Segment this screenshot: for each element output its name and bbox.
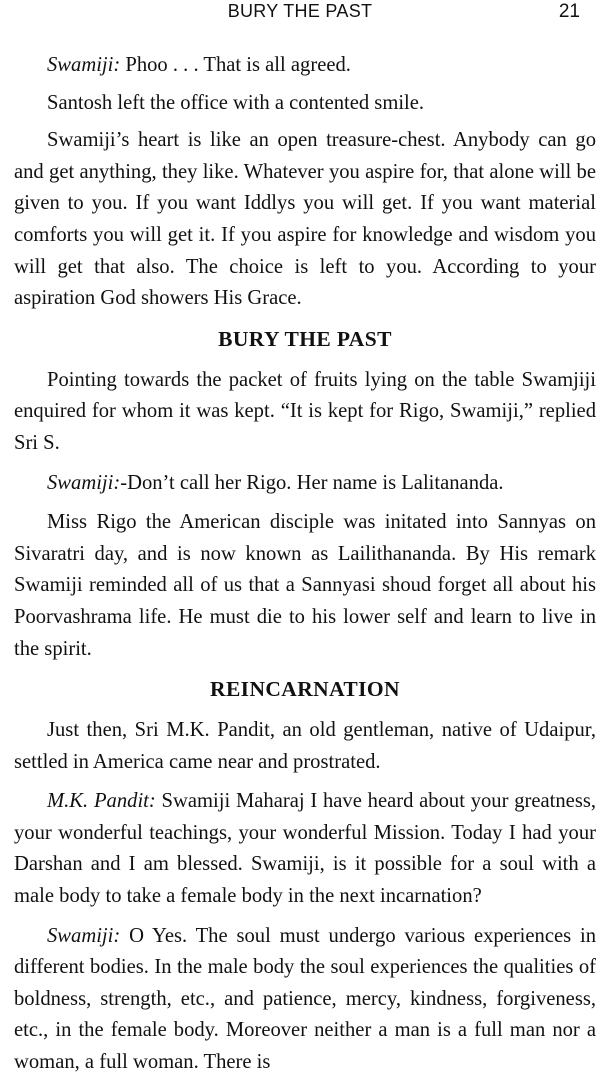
speaker-label: Swamiji: [47, 471, 121, 494]
paragraph-9 [14, 921, 596, 1079]
paragraph-text: Phoo . . . That is all agreed. [120, 54, 351, 76]
paragraph-1 [14, 50, 596, 82]
paragraph-7: Just then, Sri M.K. Pandit, an old gentleman, native of Udaipur, settled in America came near and prostrated. [14, 719, 596, 773]
paragraph-6: Miss Rigo the American disciple was initated into Sannyas on Sivaratri day, and is now known as Lailithananda. By His remark Swamiji reminded all of us that a Sannyasi shoud forget all about his Poorvashrama life. He must die to his lower self and learn to live in the spirit. [14, 511, 596, 660]
page-body [14, 50, 596, 1087]
section-heading-bury-the-past: BURY THE PAST [218, 326, 392, 351]
speaker-label: Swamiji: [47, 924, 121, 947]
paragraph-5 [14, 468, 596, 500]
paragraph-text: Swamiji Maharaj I have heard about your greatness, your wonderful teachings, your wonderful Mission. Today I had your Darshan and I am blessed. Swamiji, is it possible for a soul with a male body to take a female body in the next incarnation? [14, 790, 597, 908]
paragraph-text: O Yes. The soul must undergo various experiences in different bodies. In the male body the soul experiences the qualities of boldness, strength, etc., and patience, mercy, kindness, forgiveness, etc., in the female body. Moreover neither a man is a full man nor a woman, a full woman. There is [14, 924, 596, 1074]
paragraph-8 [14, 786, 596, 912]
running-title: BURY THE PAST [227, 1, 373, 21]
speaker-label: M.K. Pandit: [47, 790, 156, 813]
section-heading-reincarnation: REINCARNATION [210, 677, 400, 702]
running-header [0, 0, 600, 26]
paragraph-3: Swamiji’s heart is like an open treasure-chest. Anybody can go and get anything, they like. Whatever you aspire for, that alone will be given to you. If you want Iddlys you will get. If you want material comforts you will get it. If you aspire for knowledge and wisdom you will get that also. The choice is left to you. According to your aspiration God showers His Grace. [14, 129, 596, 310]
paragraph-text: -Don’t call her Rigo. Her name is Lalitananda. [120, 471, 504, 494]
paragraph-2: Santosh left the office with a contented smile. [47, 91, 425, 114]
paragraph-4: Pointing towards the packet of fruits lying on the table Swamjiji enquired for whom it was kept. “It is kept for Rigo, Swamiji,” replied Sri S. [14, 368, 596, 454]
speaker-label: Swamiji: [47, 54, 121, 76]
page-number: 21 [558, 1, 580, 22]
